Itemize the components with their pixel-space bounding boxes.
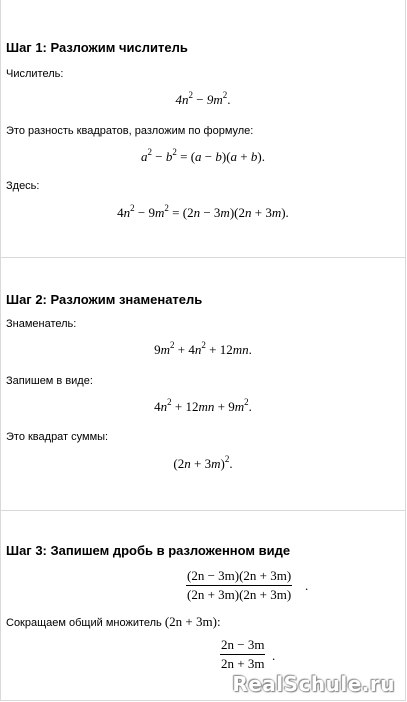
cancel-text: Сокращаем общий множитель	[6, 617, 162, 629]
step3-heading: Шаг 3: Запишем дробь в разложенном виде	[6, 543, 291, 558]
divider	[0, 510, 406, 511]
denominator-label: Знаменатель:	[6, 318, 77, 330]
difference-of-squares-note: Это разность квадратов, разложим по формуле:	[6, 125, 254, 137]
difference-of-squares-formula: $a^2 - b^2 = (a - b)(a + b)$.	[141, 147, 265, 164]
step2-heading: Шаг 2: Разложим знаменатель	[6, 292, 203, 307]
period: .	[305, 578, 309, 593]
fraction-numerator: (2n − 3m)(2n + 3m)	[186, 568, 292, 586]
divider	[0, 257, 406, 258]
period: .	[272, 648, 276, 663]
numerator-label: Числитель:	[6, 68, 64, 80]
denominator-expression: $9m^2 + 4n^2 + 12mn$.	[154, 340, 252, 357]
final-numerator: 2n − 3m	[220, 637, 265, 655]
factored-fraction	[186, 568, 292, 603]
step1-heading: Шаг 1: Разложим числитель	[6, 40, 188, 55]
cancel-factor: (2n + 3m):	[164, 614, 221, 629]
denominator-rewritten: $4n^2 + 12mn + 9m^2$.	[154, 397, 252, 414]
square-of-sum-label: Это квадрат суммы:	[6, 431, 109, 443]
fraction-denominator: (2n + 3m)(2n + 3m)	[187, 587, 292, 602]
numerator-factored: $4n^2 - 9m^2 = (2n - 3m)(2n + 3m)$.	[117, 203, 289, 220]
rewrite-label: Запишем в виде:	[6, 375, 93, 387]
numerator-expression: $4n^2 - 9m^2$.	[175, 90, 231, 107]
square-of-sum: $(2n + 3m)^2$.	[173, 454, 233, 471]
final-fraction	[220, 637, 265, 672]
here-label: Здесь:	[6, 180, 40, 192]
final-denominator: 2n + 3m	[221, 656, 265, 671]
cancel-sentence	[6, 614, 221, 630]
site-watermark: RealSchule.ru	[232, 672, 395, 696]
